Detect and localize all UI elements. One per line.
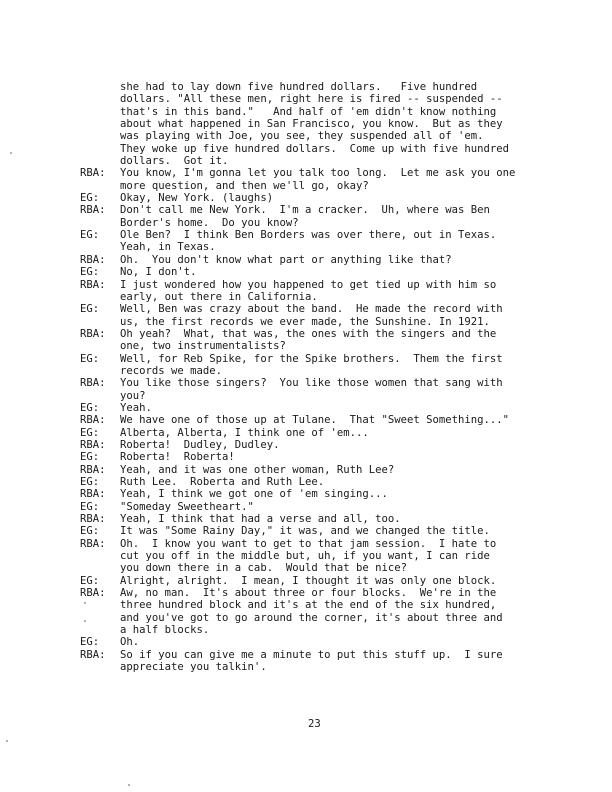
utterance-text: Oh. [120, 636, 140, 649]
interview-transcript [80, 81, 560, 674]
utterance-text: Oh. I know you want to get to that jam session. I hate to [120, 537, 497, 550]
speaker-label: RBA: [80, 327, 106, 340]
utterance-text: Don't call me New York. I'm a cracker. Uh, where was Ben [120, 204, 490, 217]
utterance-text: that's in this band." And half of 'em didn't know nothing [120, 105, 497, 118]
speaker-label: EG: [80, 352, 100, 365]
speaker-label: EG: [80, 303, 100, 316]
transcript-line [80, 439, 560, 451]
transcript-line [80, 612, 560, 624]
utterance-text: Alberta, Alberta, I think one of 'em... [120, 426, 369, 439]
utterance-text: No, I don't. [120, 266, 197, 279]
utterance-text: So if you can give me a minute to put this stuff up. I sure [120, 648, 503, 661]
utterance-text: Yeah, I think that had a verse and all, too. [120, 513, 401, 526]
utterance-text: Roberta! Roberta! [120, 451, 235, 464]
utterance-text: early, out there in California. [120, 290, 318, 303]
speaker-label: EG: [80, 574, 100, 587]
transcript-line [80, 204, 560, 216]
scan-speck [6, 740, 8, 742]
speaker-label: EG: [80, 192, 100, 205]
transcript-line [80, 316, 560, 328]
transcript-line [80, 328, 560, 340]
speaker-label: EG: [80, 401, 100, 414]
transcript-line [80, 353, 560, 365]
speaker-label: RBA: [80, 278, 106, 291]
utterance-text: Yeah, in Texas. [120, 241, 216, 254]
utterance-text: more question, and then we'll go, okay? [120, 179, 369, 192]
speaker-label: EG: [80, 266, 100, 279]
utterance-text: Ruth Lee. Roberta and Ruth Lee. [120, 476, 325, 488]
utterance-text: was playing with Joe, you see, they suspended all of 'em. [120, 130, 484, 143]
utterance-text: Ole Ben? I think Ben Borders was over there, out in Texas. [120, 229, 497, 242]
transcript-line [80, 513, 560, 525]
utterance-text: us, the first records we ever made, the Sunshine. In 1921. [120, 315, 490, 328]
transcript-line [80, 81, 560, 93]
transcript-line [80, 106, 560, 118]
transcript-line [80, 538, 560, 550]
utterance-text: You know, I'm gonna let you talk too long. Let me ask you one [120, 167, 516, 180]
utterance-text: she had to lay down five hundred dollars. Five hundred [120, 81, 478, 93]
speaker-label: EG: [80, 636, 100, 649]
transcript-line [80, 229, 560, 241]
transcript-line [80, 143, 560, 155]
speaker-label: RBA: [80, 537, 106, 550]
transcript-line [80, 550, 560, 562]
utterance-text: cut you off in the middle but, uh, if you want, I can ride [120, 550, 490, 563]
utterance-text: Yeah, and it was one other woman, Ruth Lee? [120, 463, 395, 476]
utterance-text: dollars. "All these men, right here is fired -- suspended -- [120, 93, 503, 106]
utterance-text: I just wondered how you happened to get tied up with him so [120, 278, 497, 291]
utterance-text: and you've got to go around the corner, it's about three and [120, 611, 503, 624]
utterance-text: Roberta! Dudley, Dudley. [120, 438, 280, 451]
transcript-line [80, 365, 560, 377]
transcript-line [80, 451, 560, 463]
transcript-line [80, 167, 560, 179]
transcript-line [80, 390, 560, 402]
utterance-text: Oh. You don't know what part or anything like that? [120, 253, 452, 266]
utterance-text: Well, for Reb Spike, for the Spike brothers. Them the first [120, 352, 503, 365]
speaker-label: EG: [80, 426, 100, 439]
utterance-text: It was "Some Rainy Day," it was, and we changed the title. [120, 525, 490, 538]
utterance-text: about what happened in San Francisco, you know. But as they [120, 118, 503, 131]
utterance-text: Well, Ben was crazy about the band. He made the record with [120, 303, 503, 316]
speaker-label: RBA: [80, 488, 106, 501]
transcript-line [80, 241, 560, 253]
speaker-label: EG: [80, 525, 100, 538]
speaker-label: RBA: [80, 648, 106, 661]
transcript-line [80, 291, 560, 303]
transcript-line [80, 599, 560, 611]
utterance-text: Aw, no man. It's about three or four blocks. We're in the [120, 587, 497, 600]
utterance-text: you down there in a cab. Would that be nice? [120, 562, 408, 575]
transcript-line [80, 427, 560, 439]
transcript-line [80, 266, 560, 278]
utterance-text: three hundred block and it's at the end of the six hundred, [120, 599, 497, 612]
speaker-label: RBA: [80, 167, 106, 180]
transcript-line [80, 488, 560, 500]
speaker-label: RBA: [80, 513, 106, 526]
transcript-line [80, 636, 560, 648]
speaker-label: RBA: [80, 414, 106, 427]
utterance-text: We have one of those up at Tulane. That "Sweet Something..." [120, 414, 510, 427]
transcript-line [80, 414, 560, 426]
scan-speck [128, 784, 130, 786]
speaker-label: RBA: [80, 253, 106, 266]
transcript-line [80, 377, 560, 389]
speaker-label: EG: [80, 229, 100, 242]
utterance-text: "Someday Sweetheart." [120, 500, 254, 513]
utterance-text: records we made. [120, 364, 223, 377]
transcript-line [80, 575, 560, 587]
utterance-text: They woke up five hundred dollars. Come up with five hundred [120, 142, 510, 155]
transcript-line [80, 402, 560, 414]
speaker-label: RBA: [80, 438, 106, 451]
transcript-line [80, 93, 560, 105]
speaker-label: EG: [80, 476, 100, 488]
utterance-text: Okay, New York. (laughs) [120, 192, 274, 205]
transcript-line [80, 661, 560, 673]
transcript-line [80, 476, 560, 488]
utterance-text: Oh yeah? What, that was, the ones with the singers and the [120, 327, 497, 340]
transcript-line [80, 525, 560, 537]
speaker-label: RBA: [80, 587, 106, 600]
transcript-line [80, 624, 560, 636]
transcript-line [80, 279, 560, 291]
transcript-line [80, 192, 560, 204]
utterance-text: dollars. Got it. [120, 155, 229, 168]
utterance-text: appreciate you talkin'. [120, 661, 267, 674]
utterance-text: Alright, alright. I mean, I thought it was only one block. [120, 574, 497, 587]
utterance-text: one, two instrumentalists? [120, 340, 286, 353]
page-number: 23 [308, 718, 321, 730]
speaker-label: EG: [80, 500, 100, 513]
scan-speck [10, 152, 12, 154]
utterance-text: You like those singers? You like those women that sang with [120, 377, 503, 390]
transcript-line [80, 587, 560, 599]
transcript-line [80, 464, 560, 476]
utterance-text: Yeah. [120, 401, 152, 414]
utterance-text: a half blocks. [120, 624, 210, 637]
utterance-text: Yeah, I think we got one of 'em singing... [120, 488, 388, 501]
speaker-label: RBA: [80, 204, 106, 217]
transcript-line [80, 303, 560, 315]
utterance-text: you? [120, 389, 146, 402]
utterance-text: Border's home. Do you know? [120, 216, 299, 229]
transcript-line [80, 254, 560, 266]
transcript-line [80, 180, 560, 192]
speaker-label: EG: [80, 451, 100, 464]
transcript-line [80, 217, 560, 229]
speaker-label: RBA: [80, 463, 106, 476]
transcript-line [80, 118, 560, 130]
transcript-line [80, 649, 560, 661]
transcript-line [80, 340, 560, 352]
transcript-line [80, 562, 560, 574]
transcript-line [80, 155, 560, 167]
speaker-label: RBA: [80, 377, 106, 390]
transcript-line [80, 130, 560, 142]
transcript-line [80, 501, 560, 513]
